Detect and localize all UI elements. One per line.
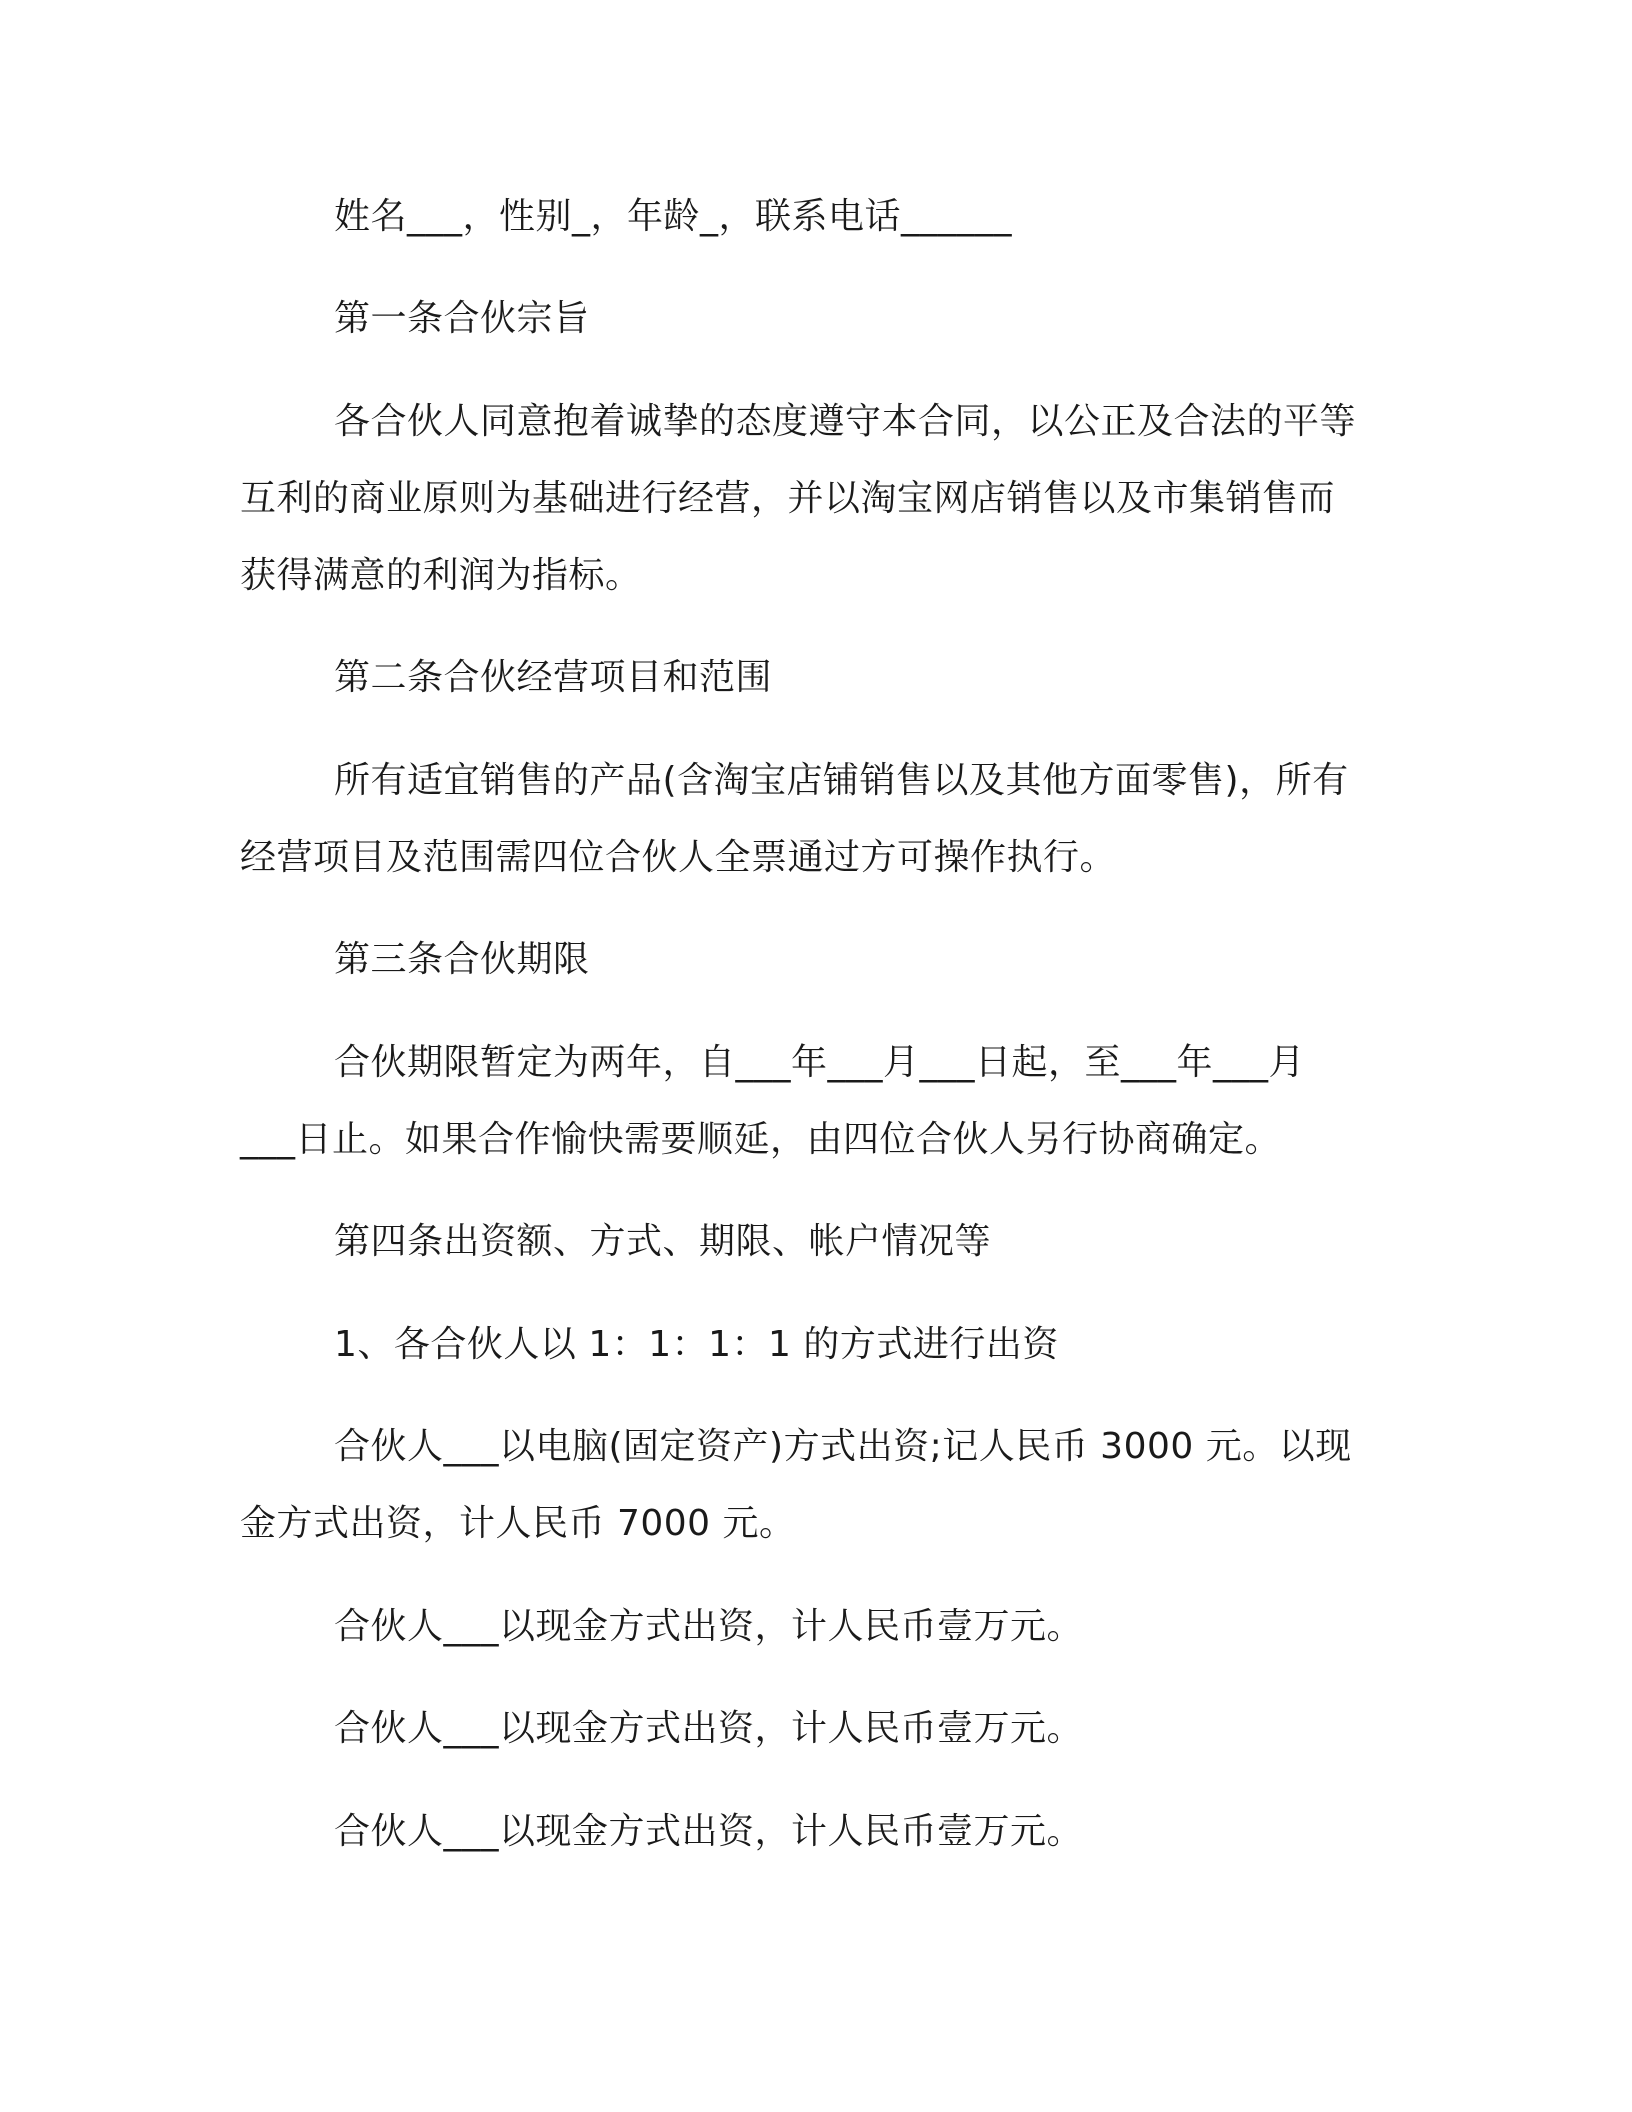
article-1-heading: 第一条合伙宗旨 bbox=[334, 298, 590, 339]
partner-4-contribution: 合伙人___以现金方式出资，计人民币壹万元。 bbox=[334, 1811, 1084, 1852]
article-1-body-line-2: 互利的商业原则为基础进行经营，并以淘宝网店销售以及市集销售而 bbox=[240, 478, 1336, 519]
article-3-body-line-2: ___日止。如果合作愉快需要顺延，由四位合伙人另行协商确定。 bbox=[240, 1119, 1282, 1160]
partner-3-contribution: 合伙人___以现金方式出资，计人民币壹万元。 bbox=[334, 1708, 1084, 1749]
partner-2-contribution: 合伙人___以现金方式出资，计人民币壹万元。 bbox=[334, 1606, 1084, 1647]
article-4-heading: 第四条出资额、方式、期限、帐户情况等 bbox=[334, 1221, 992, 1262]
partner-contribution-line-2: 金方式出资，计人民币 7000 元。 bbox=[240, 1503, 796, 1544]
article-1-body-line-1: 各合伙人同意抱着诚挚的态度遵守本合同，以公正及合法的平等 bbox=[334, 401, 1357, 442]
article-1-body-line-3: 获得满意的利润为指标。 bbox=[240, 555, 642, 596]
partner-contribution-line-1: 合伙人___以电脑(固定资产)方式出资;记人民币 3000 元。以现 bbox=[334, 1426, 1352, 1467]
article-2-heading: 第二条合伙经营项目和范围 bbox=[334, 657, 773, 698]
personal-info-line: 姓名___，性别_，年龄_，联系电话______ bbox=[334, 196, 1013, 237]
article-2-body-line-1: 所有适宜销售的产品(含淘宝店铺销售以及其他方面零售)，所有 bbox=[334, 760, 1349, 801]
article-3-heading: 第三条合伙期限 bbox=[334, 939, 590, 980]
article-2-body-line-2: 经营项目及范围需四位合伙人全票通过方可操作执行。 bbox=[240, 837, 1117, 878]
contribution-ratio-line: 1、各合伙人以 1：1：1：1 的方式进行出资 bbox=[334, 1324, 1059, 1365]
article-3-body-line-1: 合伙期限暂定为两年，自___年___月___日起，至___年___月 bbox=[334, 1042, 1306, 1083]
